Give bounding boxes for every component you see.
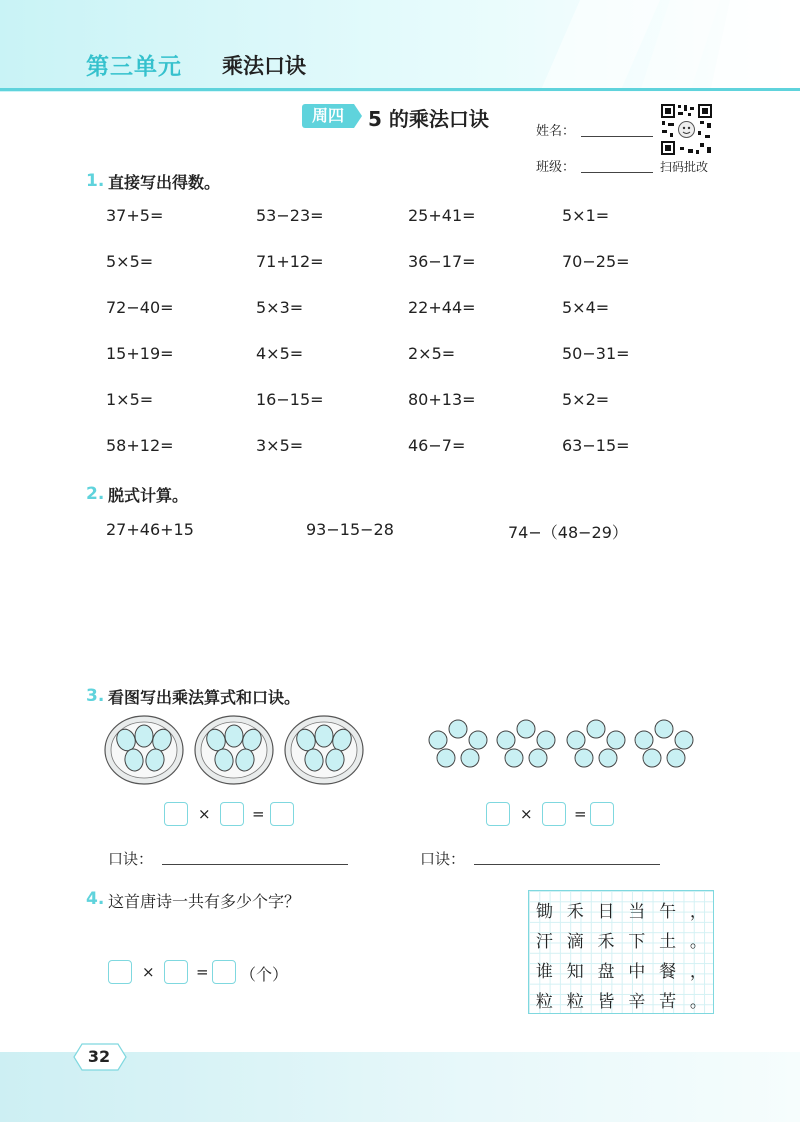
q1-calculation: 70−25= xyxy=(562,252,630,271)
qr-caption: 扫码批改 xyxy=(660,160,709,174)
poem-character: 皆 xyxy=(597,992,615,1012)
q1-calculation: 50−31= xyxy=(562,344,630,363)
q1-calculation: 2×5= xyxy=(408,344,456,363)
q1-calculation: 25+41= xyxy=(408,206,476,225)
poem-character: 粒 xyxy=(535,992,553,1012)
q1-calculation: 5×1= xyxy=(562,206,610,225)
q1-calculation: 3×5= xyxy=(256,436,304,455)
poem-character: 。 xyxy=(689,932,707,952)
q1-calculation: 37+5= xyxy=(106,206,164,225)
poem-character: 。 xyxy=(689,992,707,1012)
q3b-koujue-label: 口诀： xyxy=(420,850,466,868)
class-label: 班级： xyxy=(536,160,576,175)
q4-factor2-box[interactable] xyxy=(164,960,188,984)
q1-calculation: 71+12= xyxy=(256,252,324,271)
poem-character: 辛 xyxy=(628,992,646,1012)
q1-calculation: 5×2= xyxy=(562,390,610,409)
q2-number: 2. xyxy=(86,484,105,504)
poem-character: 锄 xyxy=(535,902,553,922)
q3a-factor2-box[interactable] xyxy=(220,802,244,826)
q1-calculation: 36−17= xyxy=(408,252,476,271)
q1-calculation: 63−15= xyxy=(562,436,630,455)
q3-text: 看图写出乘法算式和口诀。 xyxy=(108,688,301,707)
times-sign: × xyxy=(142,963,155,981)
poem-character: ， xyxy=(689,962,707,982)
poem-character: 苦 xyxy=(659,992,677,1012)
poem-character: 中 xyxy=(628,962,646,982)
q3a-koujue-label: 口诀： xyxy=(108,850,154,868)
q4-product-box[interactable] xyxy=(212,960,236,984)
q1-calculation: 58+12= xyxy=(106,436,174,455)
q1-number: 1. xyxy=(86,171,105,191)
q1-calculation: 15+19= xyxy=(106,344,174,363)
header-divider xyxy=(0,88,800,91)
poem-character: 日 xyxy=(597,902,615,922)
poem-character: 盘 xyxy=(597,962,615,982)
equals-sign: = xyxy=(252,805,265,823)
unit-label: 第三单元 xyxy=(86,54,182,80)
poem-grid xyxy=(528,890,714,1014)
q2-item: 74−（48−29） xyxy=(508,523,628,542)
class-field[interactable] xyxy=(581,172,653,173)
q1-calculation: 5×4= xyxy=(562,298,610,317)
poem-character: 谁 xyxy=(535,962,553,982)
poem-character: 下 xyxy=(628,932,646,952)
q3b-product-box[interactable] xyxy=(590,802,614,826)
poem-character: 午 xyxy=(659,902,677,922)
egg-baskets-picture xyxy=(104,714,366,786)
q1-calculation: 4×5= xyxy=(256,344,304,363)
badge-arrow xyxy=(354,104,362,128)
poem-character: 知 xyxy=(566,962,584,982)
qr-code-icon[interactable] xyxy=(660,103,713,156)
q3b-koujue-field[interactable] xyxy=(474,864,660,865)
poem-character: 滴 xyxy=(566,932,584,952)
q4-factor1-box[interactable] xyxy=(108,960,132,984)
equals-sign: = xyxy=(574,805,587,823)
q2-item: 93−15−28 xyxy=(306,520,394,539)
q1-calculation: 16−15= xyxy=(256,390,324,409)
poem-character: 土 xyxy=(659,932,677,952)
poem-character: 汗 xyxy=(535,932,553,952)
q3-number: 3. xyxy=(86,686,105,706)
q3a-koujue-field[interactable] xyxy=(162,864,348,865)
lesson-day-badge: 周四 xyxy=(302,104,354,128)
lesson-title: 5 的乘法口诀 xyxy=(368,107,489,131)
poem-character: 禾 xyxy=(597,932,615,952)
q1-text: 直接写出得数。 xyxy=(108,173,221,192)
poem-character: 禾 xyxy=(566,902,584,922)
q1-calculation: 5×5= xyxy=(106,252,154,271)
q3a-factor1-box[interactable] xyxy=(164,802,188,826)
q1-calculation: 53−23= xyxy=(256,206,324,225)
q1-calculation: 72−40= xyxy=(106,298,174,317)
q2-item: 27+46+15 xyxy=(106,520,194,539)
q1-calculation: 46−7= xyxy=(408,436,466,455)
q1-calculation: 1×5= xyxy=(106,390,154,409)
unit-title: 乘法口诀 xyxy=(222,54,306,78)
q3a-product-box[interactable] xyxy=(270,802,294,826)
q1-calculation: 22+44= xyxy=(408,298,476,317)
header-decoration xyxy=(520,0,800,92)
q4-number: 4. xyxy=(86,889,105,909)
q3b-factor1-box[interactable] xyxy=(486,802,510,826)
name-label: 姓名： xyxy=(536,124,576,139)
q1-calculation: 80+13= xyxy=(408,390,476,409)
name-field[interactable] xyxy=(581,136,653,137)
q2-text: 脱式计算。 xyxy=(108,486,189,505)
times-sign: × xyxy=(198,805,211,823)
page-number: 32 xyxy=(87,1047,111,1066)
q4-text: 这首唐诗一共有多少个字？ xyxy=(108,892,301,911)
poem-character: 粒 xyxy=(566,992,584,1012)
equals-sign: = xyxy=(196,963,209,981)
poem-character: 餐 xyxy=(659,962,677,982)
q3b-factor2-box[interactable] xyxy=(542,802,566,826)
times-sign: × xyxy=(520,805,533,823)
poem-character: 当 xyxy=(628,902,646,922)
q4-unit: （个） xyxy=(240,965,289,984)
circle-flowers-picture xyxy=(426,718,698,770)
q1-calculation: 5×3= xyxy=(256,298,304,317)
poem-character: ， xyxy=(689,902,707,922)
